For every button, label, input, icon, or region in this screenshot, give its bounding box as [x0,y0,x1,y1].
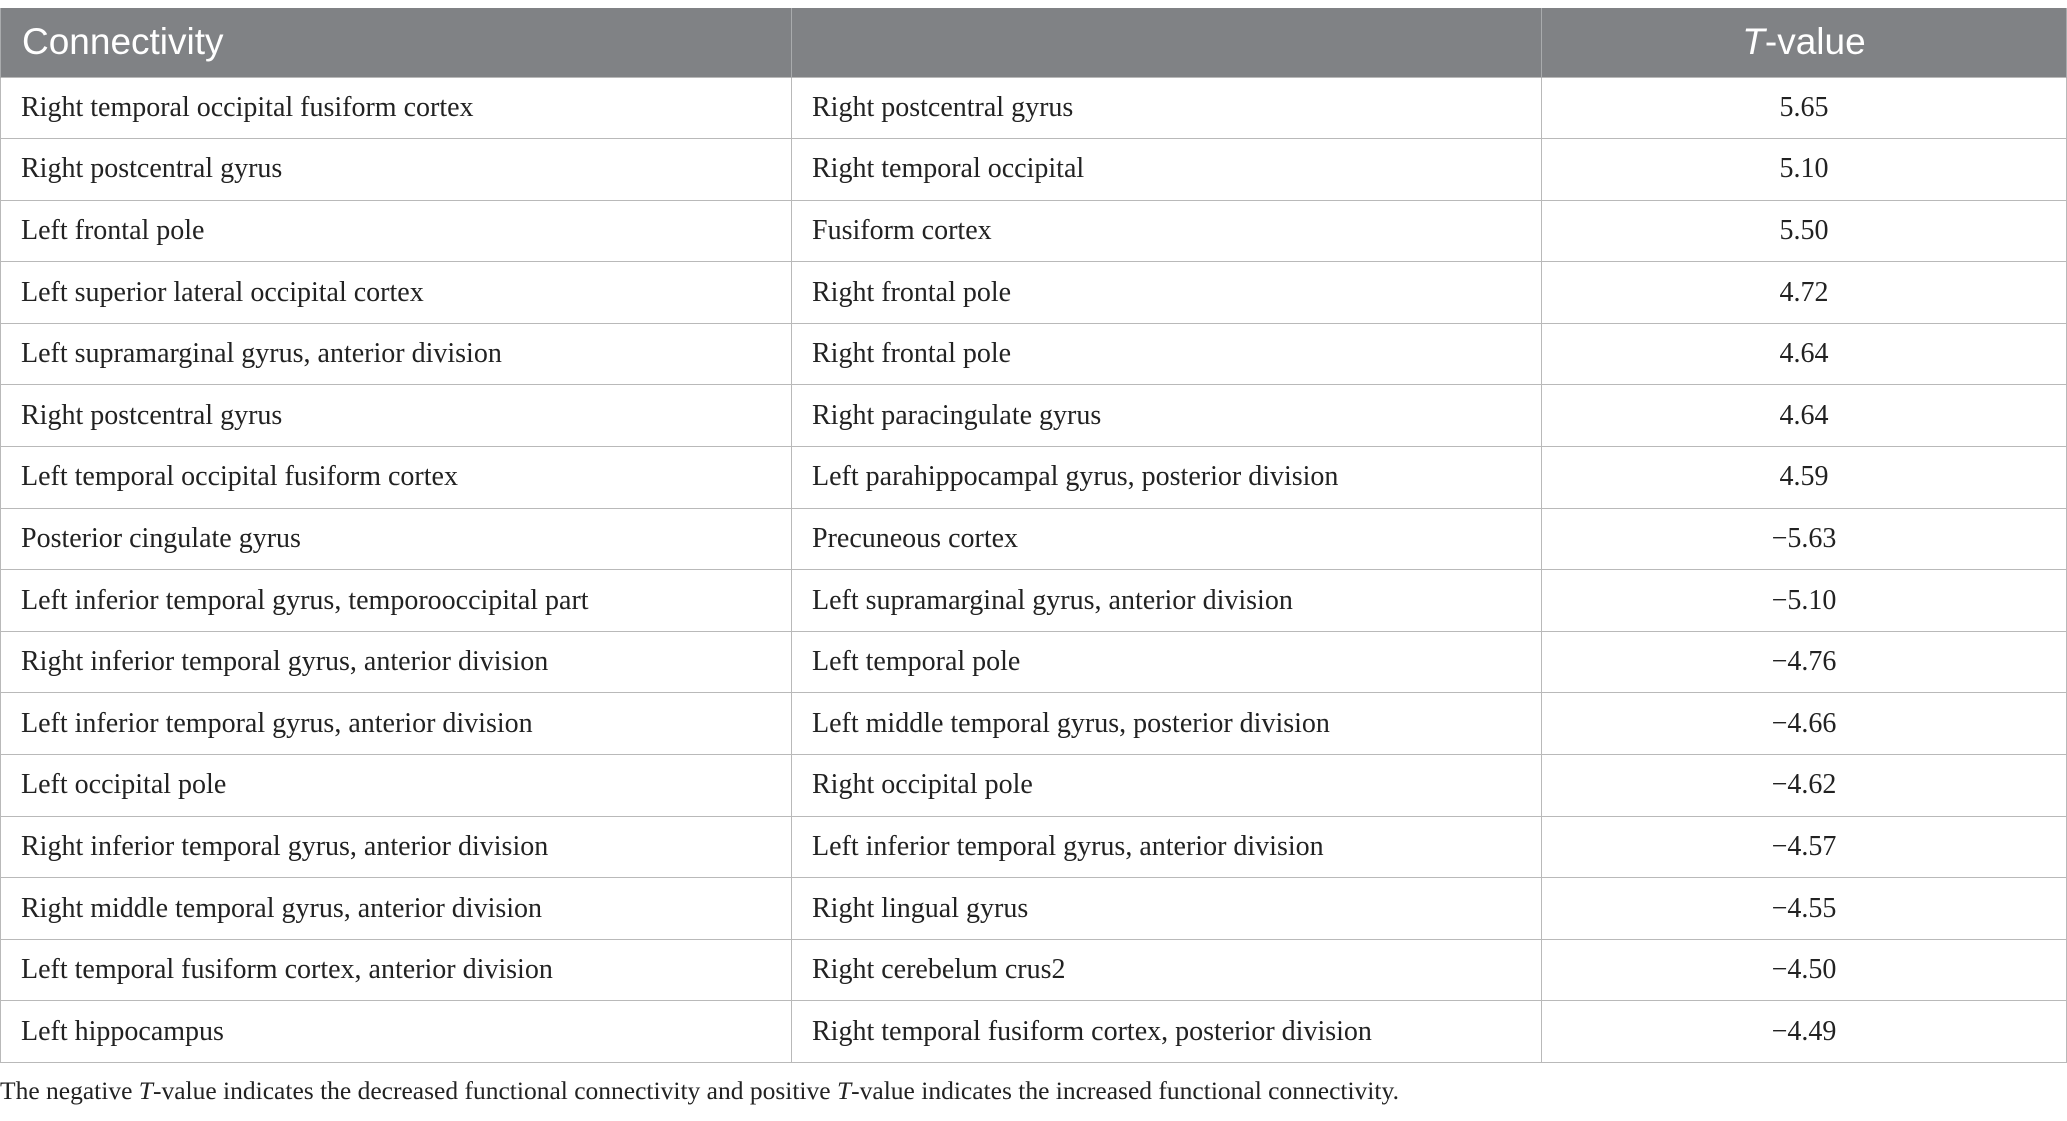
cell-region-a: Left temporal occipital fusiform cortex [1,447,792,509]
cell-region-a: Left inferior temporal gyrus, anterior division [1,693,792,755]
table-row [1,570,2067,632]
table-row [1,200,2067,262]
cell-t-value: −4.57 [1542,816,2067,878]
table-row [1,631,2067,693]
cell-region-a: Right inferior temporal gyrus, anterior division [1,631,792,693]
cell-t-value: −4.50 [1542,939,2067,1001]
connectivity-table [0,8,2067,1063]
cell-t-value: −4.49 [1542,1001,2067,1063]
cell-region-a: Right middle temporal gyrus, anterior division [1,878,792,940]
table-row [1,816,2067,878]
cell-t-value: −4.76 [1542,631,2067,693]
cell-region-a: Left frontal pole [1,200,792,262]
cell-region-a: Left occipital pole [1,755,792,817]
cell-region-a: Left inferior temporal gyrus, temporooccipital part [1,570,792,632]
cell-region-a: Posterior cingulate gyrus [1,508,792,570]
cell-region-b: Right paracingulate gyrus [792,385,1542,447]
header-connectivity: Connectivity [1,8,792,77]
cell-region-b: Right postcentral gyrus [792,77,1542,139]
cell-region-b: Right temporal fusiform cortex, posterior division [792,1001,1542,1063]
cell-t-value: −4.55 [1542,878,2067,940]
cell-region-b: Left middle temporal gyrus, posterior division [792,693,1542,755]
cell-region-b: Right frontal pole [792,323,1542,385]
cell-t-value: 4.64 [1542,323,2067,385]
cell-region-b: Right frontal pole [792,262,1542,324]
cell-t-value: −5.63 [1542,508,2067,570]
cell-region-b: Left supramarginal gyrus, anterior division [792,570,1542,632]
table-row [1,77,2067,139]
table-header [1,8,2067,77]
table-row [1,262,2067,324]
cell-region-b: Fusiform cortex [792,200,1542,262]
table-row [1,693,2067,755]
footnote-text-1: The negative [0,1076,139,1105]
cell-t-value: −4.62 [1542,755,2067,817]
cell-region-b: Precuneous cortex [792,508,1542,570]
table-footnote [0,1076,2066,1106]
header-t-value [1542,8,2067,77]
cell-region-a: Right postcentral gyrus [1,139,792,201]
table-row [1,323,2067,385]
cell-t-value: 5.10 [1542,139,2067,201]
header-t-letter: T [1742,21,1765,63]
cell-region-b: Left inferior temporal gyrus, anterior division [792,816,1542,878]
cell-t-value: 4.59 [1542,447,2067,509]
header-t-suffix: -value [1764,21,1866,63]
footnote-text-2: -value indicates the decreased functional connectivity and positive [152,1076,837,1105]
cell-region-b: Left parahippocampal gyrus, posterior division [792,447,1542,509]
table-row [1,139,2067,201]
cell-region-b: Right cerebelum crus2 [792,939,1542,1001]
table-row [1,878,2067,940]
footnote-t-2: T [836,1076,852,1105]
table-row [1,755,2067,817]
cell-t-value: 5.65 [1542,77,2067,139]
cell-region-b: Right occipital pole [792,755,1542,817]
footnote-text-3: -value indicates the increased functional connectivity. [851,1076,1399,1105]
table-row [1,385,2067,447]
cell-region-b: Left temporal pole [792,631,1542,693]
cell-t-value: −4.66 [1542,693,2067,755]
cell-t-value: 5.50 [1542,200,2067,262]
cell-region-a: Left temporal fusiform cortex, anterior division [1,939,792,1001]
cell-region-a: Right inferior temporal gyrus, anterior division [1,816,792,878]
cell-t-value: −5.10 [1542,570,2067,632]
cell-t-value: 4.64 [1542,385,2067,447]
cell-region-a: Left supramarginal gyrus, anterior division [1,323,792,385]
header-row [1,8,2067,77]
cell-region-b: Right temporal occipital [792,139,1542,201]
table-row [1,939,2067,1001]
footnote-t-1: T [138,1076,153,1105]
table-container [0,8,2066,1063]
table-row [1,447,2067,509]
cell-region-a: Right postcentral gyrus [1,385,792,447]
cell-region-a: Left hippocampus [1,1001,792,1063]
cell-region-a: Left superior lateral occipital cortex [1,262,792,324]
table-row [1,1001,2067,1063]
cell-region-b: Right lingual gyrus [792,878,1542,940]
table-row [1,508,2067,570]
header-empty [792,8,1542,77]
cell-t-value: 4.72 [1542,262,2067,324]
cell-region-a: Right temporal occipital fusiform cortex [1,77,792,139]
table-body [1,77,2067,1063]
